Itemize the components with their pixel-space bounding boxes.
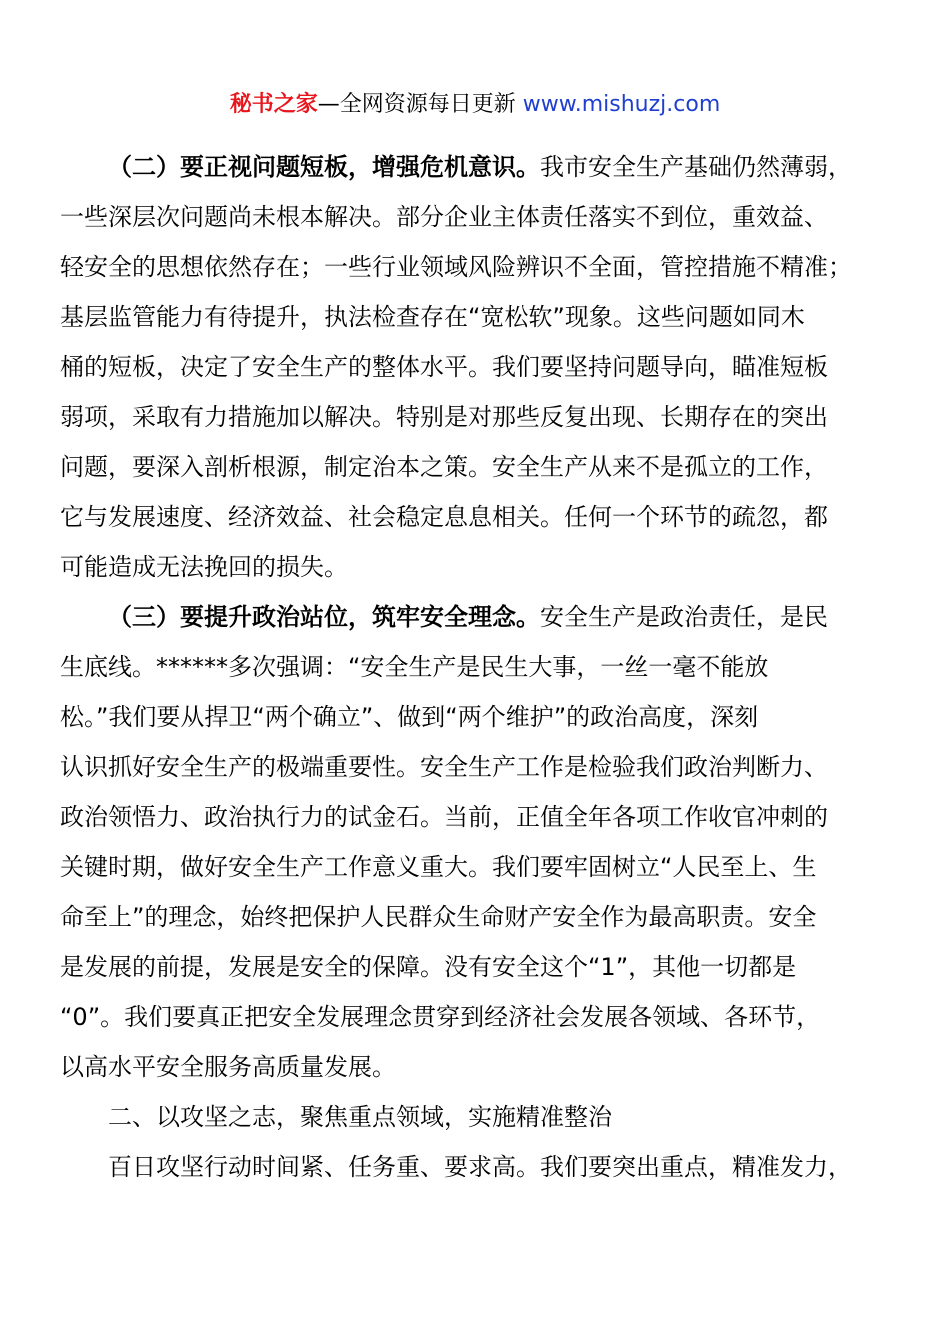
paragraph-line: 生底线。******多次强调：“安全生产是民生大事，一丝一毫不能放 xyxy=(60,653,769,681)
document-body xyxy=(60,142,890,1192)
section3-first-line xyxy=(60,592,890,642)
paragraph-line: 以高水平安全服务高质量发展。 xyxy=(60,1053,396,1081)
section2-first-line xyxy=(60,142,890,192)
paragraph-line: 问题，要深入剖析根源，制定治本之策。安全生产从来不是孤立的工作， xyxy=(60,453,828,481)
paragraph-line: 桶的短板，决定了安全生产的整体水平。我们要坚持问题导向，瞄准短板 xyxy=(60,353,828,381)
paragraph-line: 弱项，采取有力措施加以解决。特别是对那些反复出现、长期存在的突出 xyxy=(60,403,828,431)
paragraph-line: 轻安全的思想依然存在；一些行业领域风险辨识不全面，管控措施不精准； xyxy=(60,253,852,281)
paragraph-line: 一些深层次问题尚未根本解决。部分企业主体责任落实不到位，重效益、 xyxy=(60,203,828,231)
paragraph-line: 政治领悟力、政治执行力的试金石。当前，正值全年各项工作收官冲刺的 xyxy=(60,803,828,831)
site-tagline: —全网资源每日更新 xyxy=(317,92,523,117)
site-url-link[interactable]: www.mishuzj.com xyxy=(522,92,721,117)
section3-first-line-text: 安全生产是政治责任，是民 xyxy=(540,603,828,631)
site-brand: 秘书之家 xyxy=(229,92,318,117)
paragraph-line: 松。”我们要从捍卫“两个确立”、做到“两个维护”的政治高度，深刻 xyxy=(60,703,759,731)
site-header xyxy=(0,88,950,122)
paragraph-line: 命至上”的理念，始终把保护人民群众生命财产安全作为最高职责。安全 xyxy=(60,903,817,931)
section3-heading: （三）要提升政治站位，筑牢安全理念。 xyxy=(108,603,540,631)
part2-heading: 二、以攻坚之志，聚焦重点领域，实施精准整治 xyxy=(108,1103,612,1131)
paragraph-line: 关键时期，做好安全生产工作意义重大。我们要牢固树立“人民至上、生 xyxy=(60,853,817,881)
section2-first-line-text: 我市安全生产基础仍然薄弱， xyxy=(540,153,852,181)
paragraph-line: 它与发展速度、经济效益、社会稳定息息相关。任何一个环节的疏忽，都 xyxy=(60,503,828,531)
paragraph-line: 基层监管能力有待提升，执法检查存在“宽松软”现象。这些问题如同木 xyxy=(60,303,805,331)
part2-first-line: 百日攻坚行动时间紧、任务重、要求高。我们要突出重点，精准发力， xyxy=(108,1153,852,1181)
paragraph-line: 是发展的前提，发展是安全的保障。没有安全这个“1”，其他一切都是 xyxy=(60,953,797,981)
paragraph-line: 认识抓好安全生产的极端重要性。安全生产工作是检验我们政治判断力、 xyxy=(60,753,828,781)
section2-heading: （二）要正视问题短板，增强危机意识。 xyxy=(108,153,540,181)
paragraph-line: “0”。我们要真正把安全发展理念贯穿到经济社会发展各领域、各环节， xyxy=(60,1003,821,1031)
paragraph-line: 可能造成无法挽回的损失。 xyxy=(60,553,348,581)
